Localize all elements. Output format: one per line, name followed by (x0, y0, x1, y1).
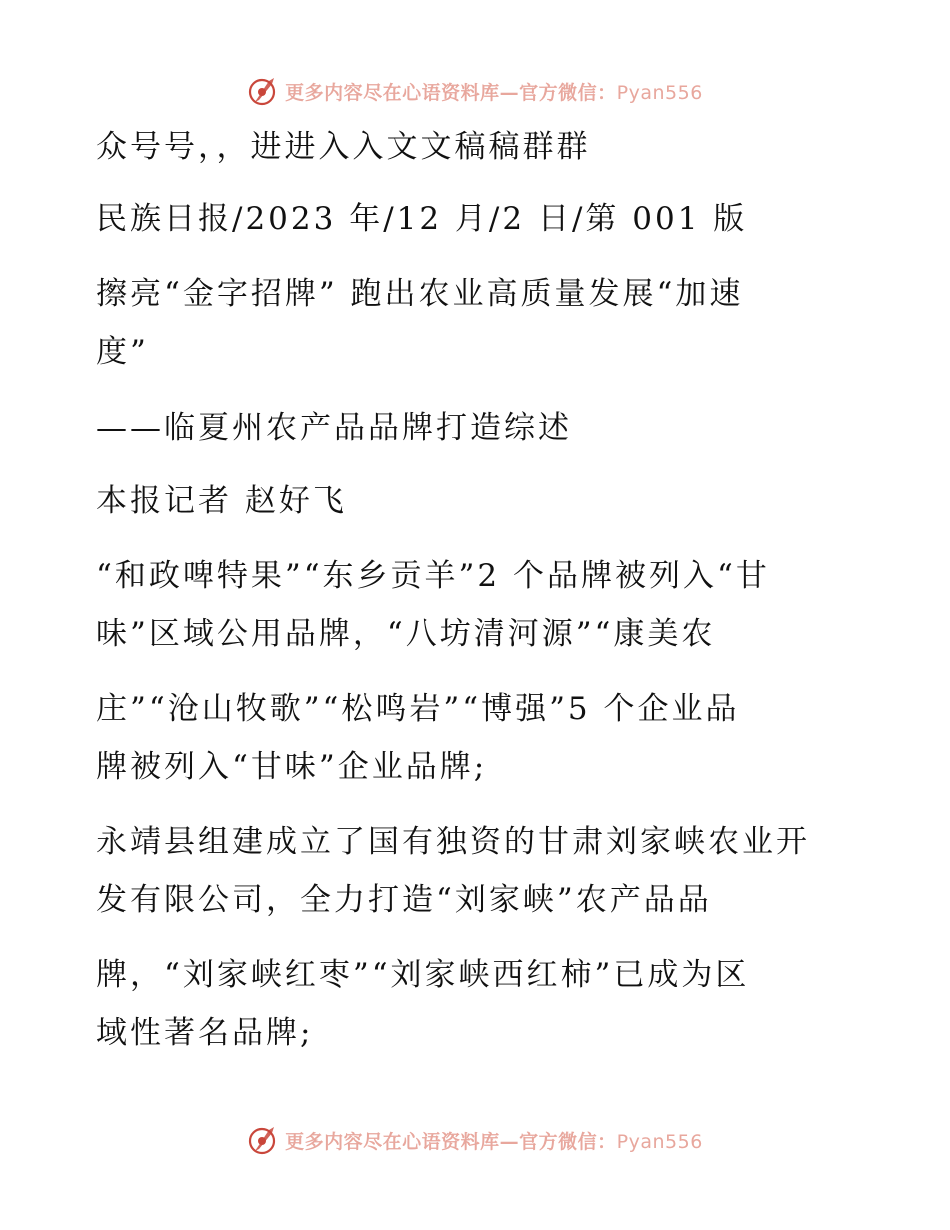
watermark-text (285, 1127, 703, 1154)
watermark-text (285, 78, 703, 105)
watermark-wechat-id: Pyan556 (616, 1130, 703, 1153)
document-line: 味”区域公用品牌，“八坊清河源”“康美农 (96, 616, 716, 652)
document-line: 本报记者 赵好飞 (96, 483, 347, 519)
document-line: ——临夏州农产品品牌打造综述 (96, 410, 572, 446)
document-line: 民族日报/2023 年/12 月/2 日/第 001 版 (96, 201, 748, 237)
quill-logo-icon (247, 75, 279, 107)
document-line: 发有限公司，全力打造“刘家峡”农产品品 (96, 882, 712, 918)
watermark-label: 更多内容尽在心语资料库—官方微信： (285, 1130, 617, 1153)
watermark-wechat-id: Pyan556 (616, 81, 703, 104)
document-line: 牌，“刘家峡红枣”“刘家峡西红柿”已成为区 (96, 957, 750, 993)
document-line: 域性著名品牌; (96, 1015, 314, 1051)
document-line: 庄”“沧山牧歌”“松鸣岩”“博强”5 个企业品 (96, 691, 740, 727)
document-line: “和政啤特果”“东乡贡羊”2 个品牌被列入“甘 (96, 558, 770, 594)
document-line: 众号号，，进进入入文文稿稿群群 (96, 129, 591, 165)
watermark-top (0, 71, 950, 111)
document-line: 度” (96, 334, 149, 370)
document-line: 擦亮“金字招牌” 跑出农业高质量发展“加速 (96, 276, 744, 312)
quill-logo-icon (247, 1124, 279, 1156)
document-line: 永靖县组建成立了国有独资的甘肃刘家峡农业开 (96, 824, 810, 860)
document-line: 牌被列入“甘味”企业品牌; (96, 749, 488, 785)
watermark-bottom (0, 1120, 950, 1160)
watermark-label: 更多内容尽在心语资料库—官方微信： (285, 81, 617, 104)
